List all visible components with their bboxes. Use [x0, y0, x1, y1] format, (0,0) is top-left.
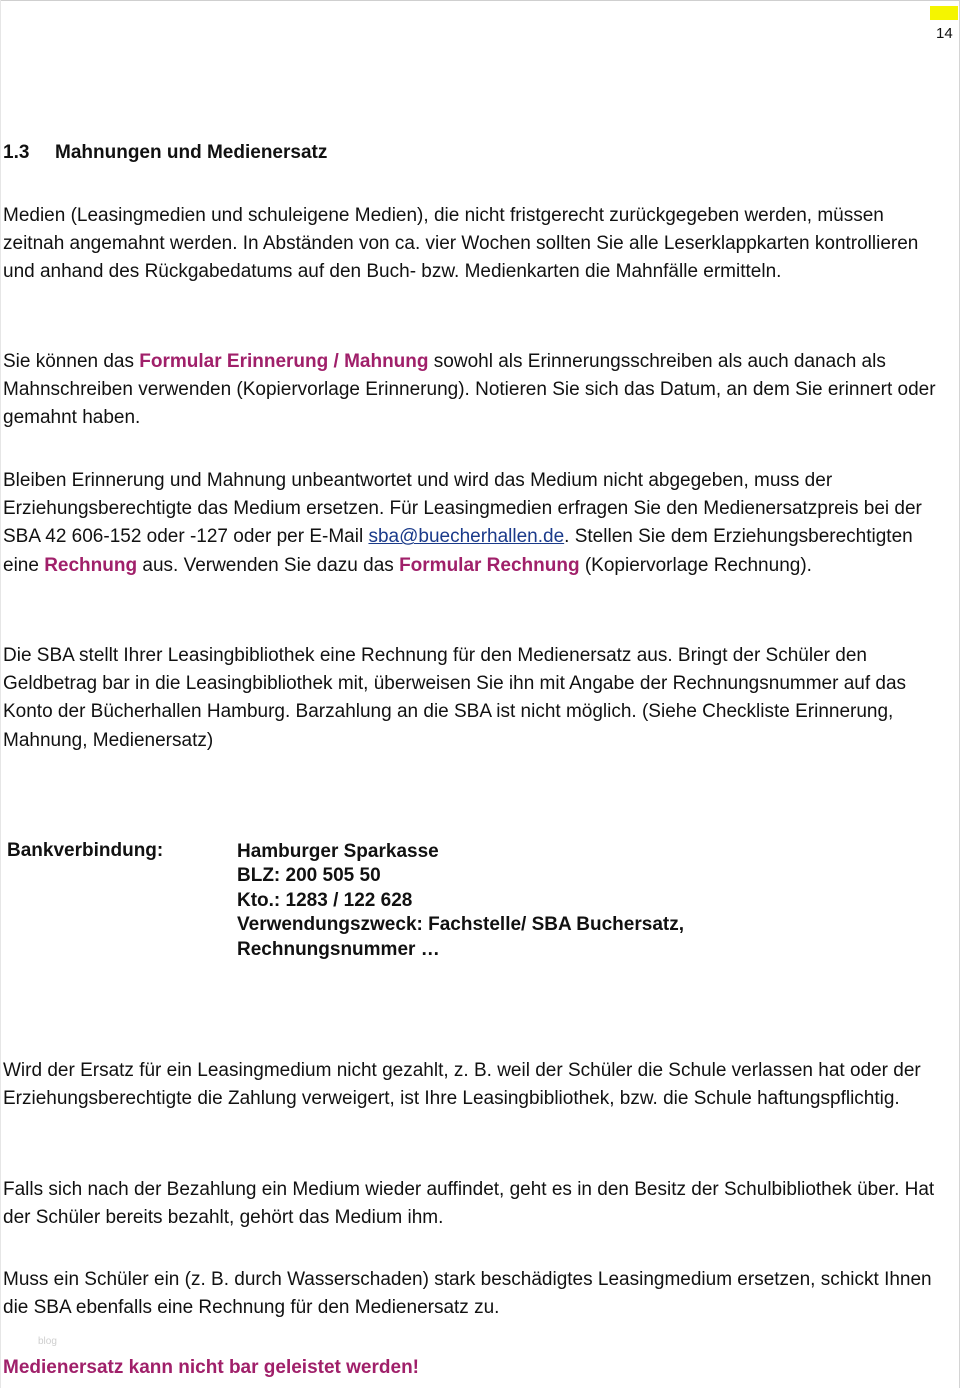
highlight-marker [930, 6, 958, 20]
paragraph-found-media: Falls sich nach der Bezahlung ein Medium wieder auffindet, geht es in den Besitz der Schulbibliothek über. Hat der Schüler bereits bezahlt, gehört das Medium ihm. [3, 1179, 935, 1229]
section-number: 1.3 [3, 142, 30, 163]
form-invoice-reference: Formular Rechnung [399, 554, 580, 576]
final-note: Medienersatz kann nicht bar geleistet werden! [3, 1357, 419, 1378]
bank-details [237, 840, 684, 962]
text: (Kopiervorlage Rechnung). [579, 554, 812, 576]
paragraph-damaged-media: Muss ein Schüler ein (z. B. durch Wasserschaden) stark beschädigtes Leasingmedium ersetzen, schickt Ihnen die SBA ebenfalls eine Rechnung für den Medienersatz zu. [3, 1269, 932, 1319]
paragraph-liability: Wird der Ersatz für ein Leasingmedium nicht gezahlt, z. B. weil der Schüler die Schule verlassen hat oder der Erziehungsberechtigte die Zahlung verweigert, ist Ihre Leasingbibliothek, bzw. die Schule haftungspflichtig. [3, 1060, 921, 1110]
text: aus. Verwenden Sie dazu das [137, 554, 400, 576]
bank-label: Bankverbindung: [7, 840, 164, 861]
bank-line: Kto.: 1283 / 122 628 [237, 889, 413, 911]
paragraph-replacement [3, 467, 943, 580]
invoice-reference: Rechnung [44, 554, 138, 576]
email-link[interactable]: sba@buecherhallen.de [368, 526, 565, 548]
bank-line: BLZ: 200 505 50 [237, 865, 381, 887]
text: Bleiben Erinnerung und Mahnung unbeantwortet und wird das Medium nicht abgegeben, muss der Erziehungsberechtigte das Medium ersetzen. Für Leasingmedien erfragen Sie den Medienersatzpreis bei der SBA 42 606-152 oder -127 oder per E-Mail [3, 470, 922, 548]
bank-line: Hamburger Sparkasse [237, 841, 439, 862]
section-heading [3, 142, 327, 164]
form-reminder-reference: Formular Erinnerung / Mahnung [139, 351, 429, 372]
watermark: blog [38, 1336, 57, 1347]
page-number: 14 [936, 25, 953, 42]
paragraph-sba-invoice: Die SBA stellt Ihrer Leasingbibliothek eine Rechnung für den Medienersatz aus. Bringt der Schüler den Geldbetrag bar in die Leasingbibliothek mit, überweisen Sie ihn mit Angabe der Rechnungsnummer auf das Konto der Bücherhallen Hamburg. Barzahlung an die SBA ist nicht möglich. (Siehe Checkliste Erinnerung, Mahnung, Medienersatz) [3, 645, 907, 751]
text: . Stellen Sie dem Erziehungsberechtigten eine [3, 526, 913, 576]
bank-line: Rechnungsnummer … [237, 938, 440, 960]
text: Sie können das [3, 351, 140, 372]
section-title: Mahnungen und Medienersatz [55, 142, 328, 163]
page-border-top [0, 0, 960, 1]
page-border-left [0, 0, 1, 1388]
bank-line: Verwendungszweck: Fachstelle/ SBA Buchersatz, [237, 914, 684, 936]
paragraph-reminder-form [3, 348, 943, 433]
text: sowohl als Erinnerungsschreiben als auch danach als Mahnschreiben verwenden (Kopiervorlage Erinnerung). Notieren Sie sich das Datum, an dem Sie erinnert oder gemahnt haben. [3, 351, 936, 429]
paragraph-overdue-media: Medien (Leasingmedien und schuleigene Medien), die nicht fristgerecht zurückgegeben werden, müssen zeitnah angemahnt werden. In Abständen von ca. vier Wochen sollten Sie alle Leserklappkarten kontrollieren und anhand des Rückgabedatums auf den Buch- bzw. Medienkarten die Mahnfälle ermitteln. [3, 205, 919, 283]
